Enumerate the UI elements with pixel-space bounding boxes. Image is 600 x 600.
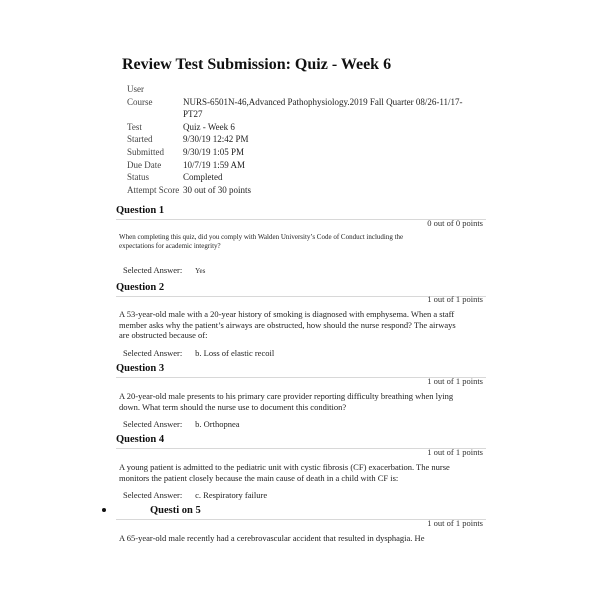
selected-answer-label: Selected Answer: [123,348,183,358]
info-row-course [127,96,483,121]
info-value: 10/7/19 1:59 AM [183,159,246,170]
question-4-text: A young patient is admitted to the pediatric unit with cystic fibrosis (CF) exacerbation. The nurse monitors the patient closely because the main cause of death in a child with CF is: [119,462,450,483]
info-label: User [127,84,144,94]
info-label: Test [127,121,142,132]
selected-answer-label: Selected Answer: [123,265,183,275]
bullet-icon [102,508,106,512]
page-title: Review Test Submission: Quiz - Week 6 [122,56,392,73]
question-2-answer [123,348,274,358]
info-value: 9/30/19 1:05 PM [183,146,245,157]
question-1-points: 0 out of 0 points [427,218,483,228]
info-value: Completed [183,172,223,183]
info-value: NURS-6501N-46,Advanced Pathophysiology.2019 Fall Quarter 08/26-11/17-PT27 [183,96,463,120]
selected-answer-value: c. Respiratory failure [195,490,268,500]
question-2-heading: Question 2 [116,282,486,297]
question-4-points: 1 out of 1 points [427,447,483,457]
info-row-submitted [127,146,483,159]
question-3-text: A 20-year-old male presents to his primary care provider reporting difficulty breathing when lying down. What term should the nurse use to document this condition? [119,391,454,412]
question-1-heading: Question 1 [116,205,486,220]
info-row-due-date [127,159,483,172]
question-2-text: A 53-year-old male with a 20-year history of smoking is diagnosed with emphysema. When a staff member asks why the patient’s airways are obstructed, how should the nurse respond? The airways are obstructed because of: [119,309,456,341]
selected-answer-label: Selected Answer: [123,419,183,429]
submission-info [127,83,483,196]
info-value: Quiz - Week 6 [183,121,235,132]
info-label: Due Date [127,159,162,170]
info-value: 9/30/19 12:42 PM [183,134,249,145]
info-row-started [127,133,483,146]
info-row-status [127,171,483,184]
question-5-text: A 65-year-old male recently had a cerebrovascular accident that resulted in dysphagia. He [119,533,425,543]
info-label: Attempt Score [127,184,180,195]
info-label: Course [127,96,153,107]
selected-answer-value: b. Loss of elastic recoil [195,348,275,358]
question-3-answer [123,419,240,429]
info-value [183,83,483,96]
question-1-text: When completing this quiz, did you comply with Walden University’s Code of Conduct including the expectations for academic integrity? [119,233,404,250]
info-label: Submitted [127,146,165,157]
info-row-attempt-score [127,184,483,197]
info-label: Status [127,172,150,183]
question-2-points: 1 out of 1 points [427,294,483,304]
question-3-heading: Question 3 [116,363,486,378]
selected-answer-value: b. Orthopnea [195,419,240,429]
question-1-answer [123,265,205,275]
info-row-user [127,83,483,96]
info-row-test [127,121,483,134]
question-4-answer [123,490,267,500]
selected-answer-label: Selected Answer: [123,490,183,500]
info-label: Started [127,134,153,145]
question-4-heading: Question 4 [116,434,486,449]
info-value: 30 out of 30 points [183,184,252,195]
question-5-heading: Questi on 5 [116,505,486,520]
question-5-points: 1 out of 1 points [427,518,483,528]
selected-answer-value: Yes [195,267,206,275]
question-3-points: 1 out of 1 points [427,376,483,386]
